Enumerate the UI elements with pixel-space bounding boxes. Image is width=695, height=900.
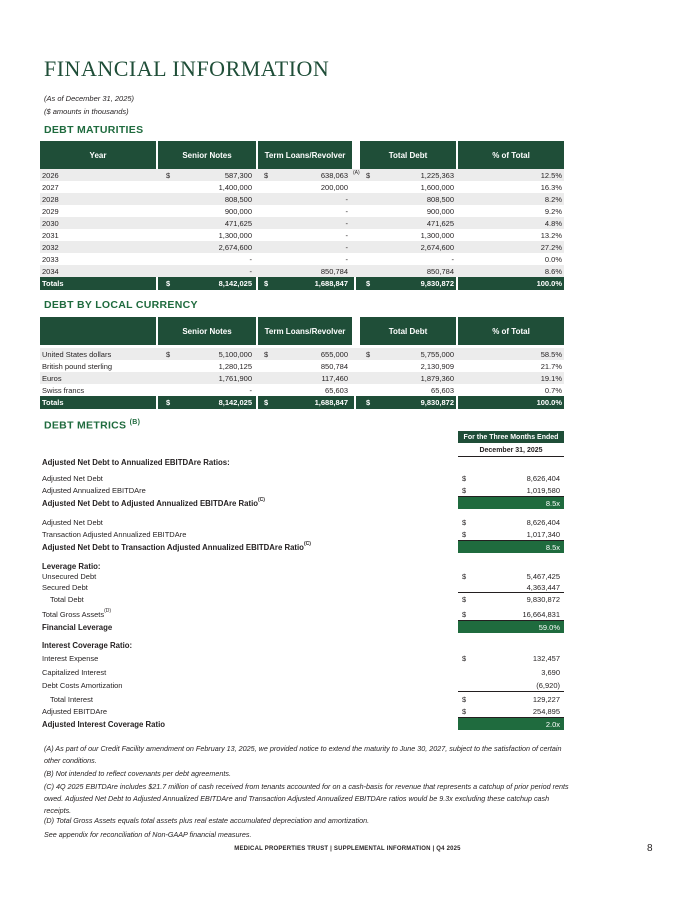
cell-term: 200,000 [320,182,348,192]
footnote-d: (D) Total Gross Assets equals total assets plus real estate accumulated depreciation and amortization. [44,816,370,825]
cell-pct: 12.5% [540,170,562,180]
total-interest-label: Total Interest [50,694,93,704]
row-label: 2028 [42,194,59,204]
table-row [40,181,564,193]
currency-symbol: $ [462,694,467,704]
totals-senior: 8,142,025 [218,279,252,288]
table-row [40,372,564,384]
debt-costs-value: (6,920) [536,680,560,690]
unsecured-debt-value: 5,467,425 [526,571,560,581]
debt-currency-title: DEBT BY LOCAL CURRENCY [44,299,198,311]
cell-senior: 587,300 [224,170,252,180]
currency-symbol: $ [366,170,371,180]
gross-assets-note: (D) [104,608,112,614]
currency-symbol: $ [462,571,467,581]
table-header [40,317,564,345]
cell-total: 2,674,600 [420,242,454,252]
totals-term: 1,688,847 [314,398,348,407]
gross-assets-label-text: Total Gross Assets [42,609,105,619]
row-label: 2029 [42,206,59,216]
adj-net-debt-value: 8,626,404 [526,517,560,527]
cell-senior: 1,761,900 [218,373,252,383]
cell-senior: 808,500 [224,194,252,204]
adj-ratios-heading: Adjusted Net Debt to Annualized EBITDAre Ratios: [42,457,230,467]
secured-debt-value: 4,363,447 [526,582,560,592]
coverage-ratio-value: 2.0x [458,718,564,730]
metrics-period-date: December 31, 2025 [458,445,564,457]
trans-adj-value: 1,017,340 [526,529,560,539]
ratio1-label [42,497,265,509]
metrics-row [40,608,564,620]
currency-symbol: $ [366,279,371,288]
table-header [40,141,564,169]
ratio1-label-text: Adjusted Net Debt to Adjusted Annualized EBITDAre Ratio [42,498,259,508]
currency-symbol: $ [366,398,371,407]
cell-pct: 0.0% [544,254,562,264]
currency-symbol: $ [166,170,171,180]
total-interest-value: 129,227 [532,694,560,704]
gross-assets-value: 16,664,831 [522,609,560,619]
currency-symbol: $ [462,706,467,716]
column-separator [354,396,356,409]
cell-total: 1,300,000 [420,230,454,240]
page-footer: MEDICAL PROPERTIES TRUST | SUPPLEMENTAL INFORMATION | Q4 2025 [234,846,461,852]
column-separator [256,277,258,290]
column-separator [354,277,356,290]
metrics-row [40,652,564,664]
secured-debt-label: Secured Debt [42,582,88,592]
header-total-debt: Total Debt [360,317,456,345]
debt-maturities-title: DEBT MATURITIES [44,124,144,136]
table-row [40,205,564,217]
row-label: 2030 [42,218,59,228]
ratio1-value: 8.5x [458,497,564,509]
cell-senior: 1,400,000 [218,182,252,192]
column-separator [256,396,258,409]
totals-total: 9,830,872 [420,279,454,288]
financial-leverage-label: Financial Leverage [42,622,113,632]
cell-pct: 19.1% [540,373,562,383]
cell-senior: 2,674,600 [218,242,252,252]
cell-term: 850,784 [320,361,348,371]
cell-pct: 0.7% [544,385,562,395]
currency-symbol: $ [366,349,371,359]
debt-metrics-title-note: (B) [129,419,141,426]
ratio2-value: 8.5x [458,541,564,553]
cell-pct: 4.8% [544,218,562,228]
totals-total: 9,830,872 [420,398,454,407]
totals-term: 1,688,847 [314,279,348,288]
column-separator [456,396,458,409]
adj-net-debt-label: Adjusted Net Debt [42,517,103,527]
row-label: Swiss francs [42,385,85,395]
currency-symbol: $ [166,398,171,407]
metrics-row [40,456,564,468]
capitalized-interest-value: 3,690 [541,667,560,677]
amounts-note: ($ amounts in thousands) [44,107,129,116]
cell-total: 900,000 [426,206,454,216]
debt-metrics-title [44,419,140,432]
row-label: United States dollars [42,349,112,359]
totals-row [40,277,564,290]
header-blank [40,317,156,345]
header-year: Year [40,141,156,169]
cell-pct: 9.2% [544,206,562,216]
currency-symbol: $ [462,594,467,604]
metrics-row [40,705,564,717]
metrics-row [40,593,564,605]
cell-total: 471,625 [426,218,454,228]
footnote-b: (B) Not intended to reflect covenants per debt agreements. [44,769,231,778]
cell-total: - [451,254,454,264]
underline [458,691,564,692]
cell-total: 808,500 [426,194,454,204]
currency-symbol: $ [462,517,467,527]
capitalized-interest-label: Capitalized Interest [42,667,107,677]
table-row [40,217,564,229]
cell-term: 638,063 [320,170,348,180]
cell-term: - [345,194,348,204]
interest-expense-label: Interest Expense [42,653,99,663]
metrics-row [40,693,564,705]
table-row [40,193,564,205]
table-row [40,253,564,265]
row-label: British pound sterling [42,361,113,371]
cell-senior: 5,100,000 [218,349,252,359]
cell-senior: - [249,266,252,276]
adj-annualized-ebitdare-value: 1,019,580 [526,485,560,495]
currency-symbol: $ [462,485,467,495]
cell-senior: 900,000 [224,206,252,216]
cell-senior: 471,625 [224,218,252,228]
gross-assets-label [42,608,111,620]
term-note: (A) [353,170,360,176]
metrics-row [40,528,564,540]
footnote-see-appendix: See appendix for reconciliation of Non-GAAP financial measures. [44,830,252,839]
header-pct-total: % of Total [458,317,564,345]
totals-label: Totals [42,398,64,407]
totals-row [40,396,564,409]
currency-symbol: $ [264,279,269,288]
metrics-row [40,639,564,651]
unsecured-debt-label: Unsecured Debt [42,571,97,581]
cell-total: 2,130,909 [420,361,454,371]
cell-pct: 8.2% [544,194,562,204]
metrics-row [40,541,564,553]
cell-term: 65,603 [325,385,348,395]
totals-pct: 100.0% [536,398,562,407]
metrics-row [40,516,564,528]
header-total-debt: Total Debt [360,141,456,169]
metrics-row [40,666,564,678]
cell-term: - [345,254,348,264]
cell-senior: 1,300,000 [218,230,252,240]
header-term-loans: Term Loans/Revolver [258,317,352,345]
cell-pct: 21.7% [540,361,562,371]
leverage-heading: Leverage Ratio: [42,561,101,571]
cell-pct: 27.2% [540,242,562,252]
header-senior-notes: Senior Notes [158,317,256,345]
coverage-ratio-label: Adjusted Interest Coverage Ratio [42,719,166,729]
totals-senior: 8,142,025 [218,398,252,407]
cell-total: 5,755,000 [420,349,454,359]
total-debt-value: 9,830,872 [526,594,560,604]
header-senior-notes: Senior Notes [158,141,256,169]
cell-term: 850,784 [320,266,348,276]
row-label: 2031 [42,230,59,240]
currency-symbol: $ [264,170,269,180]
cell-total: 1,879,360 [420,373,454,383]
currency-symbol: $ [166,349,171,359]
header-term-loans: Term Loans/Revolver [258,141,352,169]
cell-term: - [345,242,348,252]
adj-annualized-ebitdare-label: Adjusted Annualized EBITDAre [42,485,146,495]
cell-total: 850,784 [426,266,454,276]
cell-senior: 1,280,125 [218,361,252,371]
cell-pct: 8.6% [544,266,562,276]
currency-symbol: $ [462,653,467,663]
debt-maturities-table [40,141,564,290]
row-label: 2034 [42,266,59,276]
financial-leverage-value: 59.0% [458,621,564,633]
ratio2-label [42,541,311,553]
row-label: Euros [42,373,62,383]
ratio2-label-text: Adjusted Net Debt to Transaction Adjusted Annualized EBITDAre Ratio [42,542,304,552]
currency-symbol: $ [166,279,171,288]
metrics-row [40,621,564,633]
cell-pct: 16.3% [540,182,562,192]
cell-term: 117,460 [321,373,348,383]
header-pct-total: % of Total [458,141,564,169]
cell-term: - [345,218,348,228]
adj-net-debt-value: 8,626,404 [526,473,560,483]
cell-pct: 58.5% [540,349,562,359]
metrics-row [40,679,564,691]
cell-senior: - [249,385,252,395]
metrics-period-header: For the Three Months Ended [458,431,564,443]
currency-symbol: $ [462,473,467,483]
debt-costs-label: Debt Costs Amortization [42,680,123,690]
metrics-row [40,718,564,730]
cell-total: 65,603 [431,385,454,395]
row-label: 2027 [42,182,59,192]
page-title: FINANCIAL INFORMATION [44,56,330,81]
row-label: 2032 [42,242,59,252]
adj-ebitdare-label: Adjusted EBITDAre [42,706,108,716]
cell-total: 1,600,000 [420,182,454,192]
table-row [40,360,564,372]
currency-symbol: $ [264,349,269,359]
table-row [40,169,564,181]
ratio1-note: (C) [258,497,265,503]
cell-pct: 13.2% [540,230,562,240]
page-number: 8 [647,843,653,854]
currency-symbol: $ [264,398,269,407]
as-of-note: (As of December 31, 2025) [44,94,135,103]
debt-metrics-title-text: DEBT METRICS [44,419,127,432]
interest-expense-value: 132,457 [532,653,560,663]
column-separator [156,396,158,409]
metrics-row [40,472,564,484]
table-row [40,348,564,360]
table-row [40,241,564,253]
footnote-a: (A) As part of our Credit Facility amendment on February 13, 2025, we provided notice to extend the maturity to June 30, 2027, subject to the satisfaction of certain other conditions. [44,744,562,765]
debt-currency-table [40,317,564,409]
adj-net-debt-label: Adjusted Net Debt [42,473,103,483]
currency-symbol: $ [462,529,467,539]
cell-senior: - [249,254,252,264]
adj-ebitdare-value: 254,895 [532,706,560,716]
row-label: 2026 [42,170,59,180]
metrics-row [40,484,564,496]
cell-term: - [345,230,348,240]
trans-adj-label: Transaction Adjusted Annualized EBITDAre [42,529,187,539]
metrics-row [40,497,564,509]
row-label: 2033 [42,254,59,264]
cell-total: 1,225,363 [420,170,454,180]
totals-pct: 100.0% [536,279,562,288]
total-debt-label: Total Debt [50,594,84,604]
column-separator [156,277,158,290]
totals-label: Totals [42,279,64,288]
ratio2-note: (C) [303,541,311,547]
table-row [40,229,564,241]
column-separator [456,277,458,290]
table-row [40,265,564,277]
cell-term: - [345,206,348,216]
interest-coverage-heading: Interest Coverage Ratio: [42,640,133,650]
currency-symbol: $ [462,609,467,619]
footnote-c: (C) 4Q 2025 EBITDAre includes $21.7 million of cash received from tenants accounted for on a cash-basis for revenue that represents a catchup of prior period rents owed. Adjusted Net Debt to Adjusted Annualized EBITDAre and Transaction Adjusted Annualized EBITDAre ratios would be 9.3x excluding these catchup cash receipts. [44,782,569,815]
cell-term: 655,000 [320,349,348,359]
table-row [40,384,564,396]
